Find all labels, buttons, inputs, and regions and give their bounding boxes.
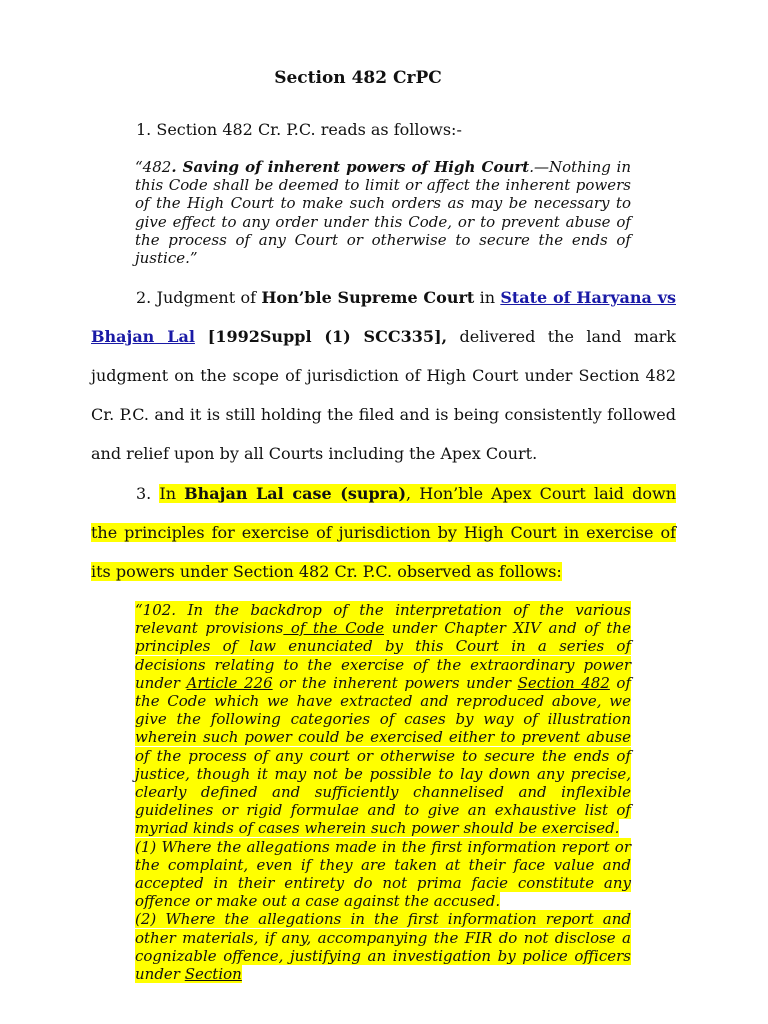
judgment-item-1: (1) Where the allegations made in the first information report or the complaint, even if they are taken at their face value and accepted in their entirety do not prima facie constitute any offence or make out a case against the accused. [135, 837, 631, 911]
p3-case: Bhajan Lal case (supra) [184, 484, 407, 503]
page-title: Section 482 CrPC [274, 68, 442, 88]
statute-quote-open: “482 [135, 158, 172, 176]
p2-lead: 2. Judgment of [136, 288, 262, 307]
p3-highlight-in: In [159, 484, 185, 503]
p2-court: Hon’ble Supreme Court [261, 288, 475, 307]
p3-num: 3. [136, 484, 160, 503]
statute-quote [135, 158, 631, 267]
judgment-quote-text-a: “102. In the backdrop of the interpretation of the various relevant provisions [135, 601, 631, 638]
p2-rest: delivered the land mark judgment on the scope of jurisdiction of High Court under Section 482 Cr. P.C. and it is still holding the filed and is being consistently followed and relief upon by all Courts including the Apex Court. [91, 327, 676, 463]
link-of-the-code[interactable]: of the Code [283, 619, 385, 638]
judgment-quote [135, 601, 631, 983]
paragraph-3 [91, 474, 676, 591]
paragraph-1: 1. Section 482 Cr. P.C. reads as follows:- [136, 120, 462, 139]
statute-heading: . Saving of inherent powers of High Court [171, 158, 530, 176]
paragraph-2 [91, 278, 676, 473]
judgment-quote-text-d: of the Code which we have extracted and reproduced above, we give the following categories of cases by way of illustration wherein such power could be exercised either to prevent abuse of the process of any court or otherwise to secure the ends of justice, though it may not be possible to lay down any precise, clearly defined and sufficiently channelised and inflexible guidelines or rigid formulae and to give an exhaustive list of myriad kinds of cases wherein such power should be exercised. [135, 673, 631, 838]
p3-rest: , Hon’ble Apex Court laid down the principles for exercise of jurisdiction by High Court in exercise of its powers under Section 482 Cr. P.C. observed as follows: [91, 484, 676, 581]
link-section[interactable]: Section [184, 965, 242, 984]
judgment-item-2: (2) Where the allegations in the first information report and other materials, if any, accompanying the FIR do not disclose a cognizable offence, justifying an investigation by police officers under [135, 910, 631, 984]
judgment-quote-text-b: under Chapter XIV and of the principles of law enunciated by this Court in a series of decisions relating to the exercise of the extraordinary power under [135, 619, 631, 692]
statute-body: .—Nothing in this Code shall be deemed to limit or affect the inherent powers of the High Court to make such orders as may be necessary to give effect to any order under this Code, or to prevent abuse of the process of any Court or otherwise to secure the ends of justice.” [135, 158, 631, 268]
case-link-bhajan-lal[interactable]: State of Haryana vs Bhajan Lal [91, 288, 676, 346]
judgment-quote-text-c: or the inherent powers under [272, 673, 518, 692]
link-article-226[interactable]: Article 226 [186, 673, 273, 692]
link-section-482[interactable]: Section 482 [517, 673, 610, 692]
p2-in: in [474, 288, 501, 307]
p2-citation: [1992Suppl (1) SCC335], [194, 327, 448, 346]
